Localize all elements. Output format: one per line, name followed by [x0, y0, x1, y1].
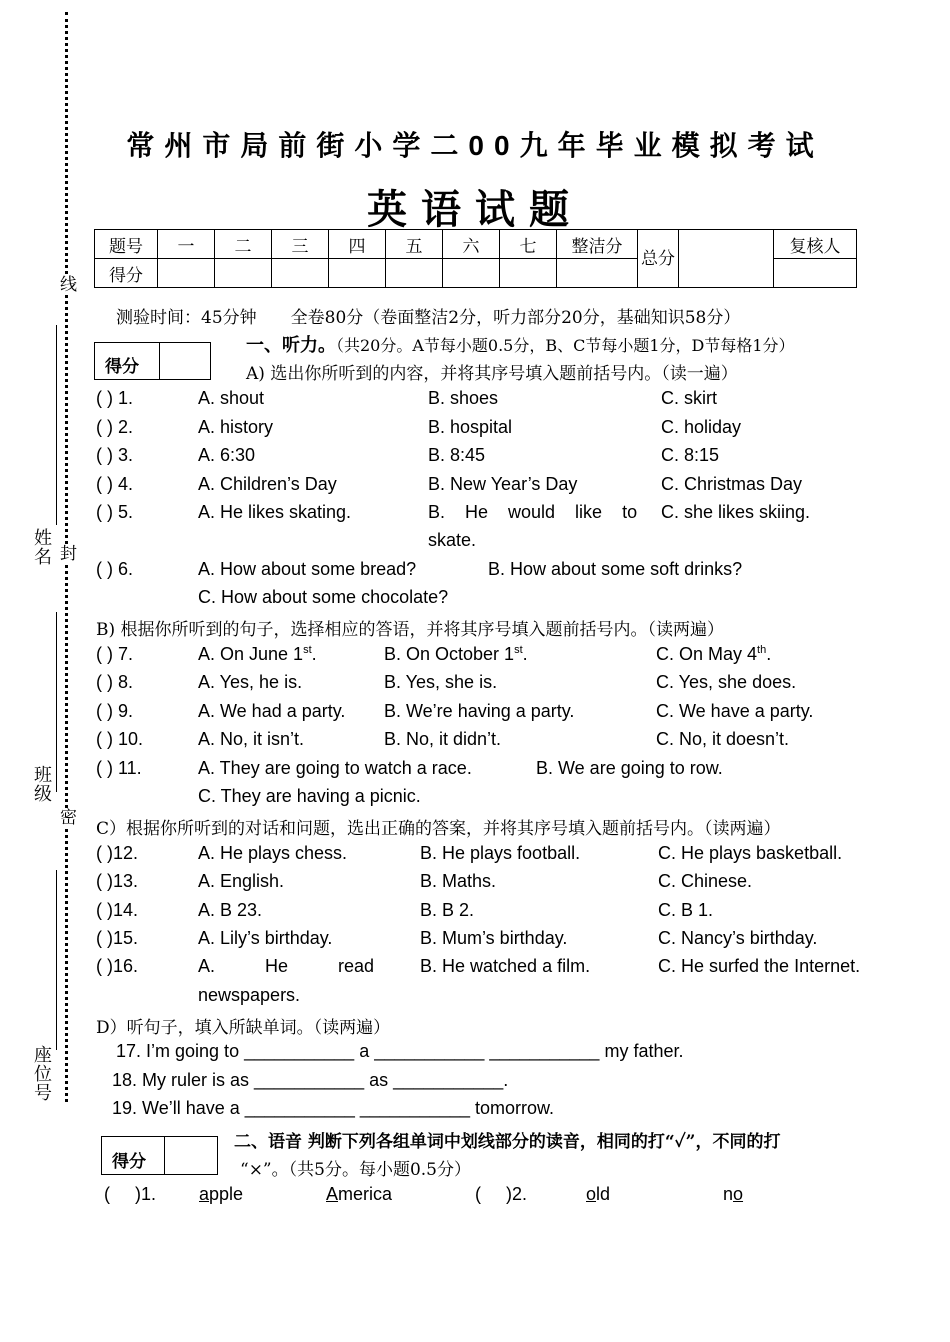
total-score-label: 总分: [638, 230, 679, 288]
score-box-section2: [101, 1136, 218, 1175]
option-a: A. He read: [198, 956, 375, 976]
option-a: A. He likes skating.: [198, 502, 352, 522]
option-a: A. English.: [198, 871, 285, 891]
section2-heading: 二、语音 判断下列各组单词中划线部分的读音，相同的打“✓”，不同的打: [234, 1132, 781, 1152]
section1-heading-line: [246, 331, 795, 357]
option-c: C. B 1.: [658, 900, 714, 920]
score-cell[interactable]: [215, 259, 272, 288]
option-a: A. They are going to watch a race.: [198, 758, 472, 778]
score-header-cell: 三: [272, 230, 329, 259]
option-c: C. skirt: [661, 388, 717, 408]
score-header-cell: 六: [443, 230, 500, 259]
question-number: ( ) 4.: [96, 474, 134, 494]
option-b: B. We are going to row.: [536, 758, 723, 778]
partB-instructions: B) 根据你所听到的句子，选择相应的答语，并将其序号填入题前括号内。（读两遍）: [96, 620, 725, 640]
option-c: C. How about some chocolate?: [198, 587, 449, 607]
score-box-label: 得分: [112, 1152, 146, 1172]
question-number: ( )13.: [96, 871, 139, 891]
option-a: A. How about some bread?: [198, 559, 417, 579]
score-cell[interactable]: [557, 259, 638, 288]
option-a: A. No, it isn’t.: [198, 729, 305, 749]
seal-char-seal: 封: [54, 544, 79, 562]
score-cell[interactable]: [329, 259, 386, 288]
section2-heading-continued: “×”。（共5分。每小题0.5分）: [240, 1160, 471, 1180]
reviewer-cell[interactable]: [774, 259, 857, 288]
option-b: B. B 2.: [420, 900, 475, 920]
class-label: 班级: [31, 765, 52, 803]
score-cell[interactable]: [158, 259, 215, 288]
exam-info-line: 测验时间：45分钟 全卷80分（卷面整洁2分，听力部分20分，基础知识58分）: [116, 308, 741, 328]
option-b: B. On October 1st.: [384, 644, 528, 664]
score-cell[interactable]: [386, 259, 443, 288]
partD-instructions: D）听句子，填入所缺单词。（读两遍）: [96, 1018, 391, 1038]
score-header-cell: 题号: [95, 230, 158, 259]
score-header-cell: 一: [158, 230, 215, 259]
option-b: B. He watched a film.: [420, 956, 591, 976]
option-a: A. He plays chess.: [198, 843, 348, 863]
fill-blank-sentence[interactable]: 18. My ruler is as ___________ as ___________.: [112, 1070, 509, 1090]
question-number: ( ) 7.: [96, 644, 134, 664]
fill-blank-sentence[interactable]: 17. I’m going to ___________ a ___________ ___________ my father.: [116, 1041, 684, 1061]
seat-label: 座位号: [31, 1045, 52, 1102]
option-a: A. 6:30: [198, 445, 256, 465]
option-c: C. Chinese.: [658, 871, 753, 891]
phonics-word: America: [326, 1184, 393, 1204]
option-a: A. On June 1st.: [198, 644, 317, 664]
option-b: B. 8:45: [428, 445, 486, 465]
option-b: B. New Year’s Day: [428, 474, 578, 494]
question-number: ( ) 10.: [96, 729, 144, 749]
option-b: B. He plays football.: [420, 843, 581, 863]
question-number: ( )14.: [96, 900, 139, 920]
section1-heading: 一、听力。: [246, 335, 336, 356]
total-score-cell[interactable]: [679, 230, 774, 288]
option-b: B. hospital: [428, 417, 513, 437]
option-c: C. No, it doesn’t.: [656, 729, 790, 749]
score-header-cell: 整洁分: [557, 230, 638, 259]
question-number: ( )15.: [96, 928, 139, 948]
question-number: ( ) 9.: [96, 701, 134, 721]
reviewer-label: 复核人: [774, 230, 857, 259]
seat-write-line: [56, 870, 57, 1050]
score-header-cell: 七: [500, 230, 557, 259]
question-number: ( ) 6.: [96, 559, 134, 579]
score-cell[interactable]: [500, 259, 557, 288]
option-b: B. He would like to: [428, 502, 638, 522]
class-write-line: [56, 612, 57, 792]
seal-char-line: 线: [54, 275, 79, 293]
option-b: B. shoes: [428, 388, 499, 408]
partA-instructions: A) 选出你所听到的内容，并将其序号填入题前括号内。（读一遍）: [246, 364, 738, 384]
option-c: C. We have a party.: [656, 701, 814, 721]
score-table: [94, 229, 857, 288]
score-row-label: 得分: [95, 259, 158, 288]
option-a: A. We had a party.: [198, 701, 346, 721]
score-header-cell: 四: [329, 230, 386, 259]
option-c: C. Yes, she does.: [656, 672, 797, 692]
option-c: C. They are having a picnic.: [198, 786, 421, 806]
option-a: A. Lily’s birthday.: [198, 928, 333, 948]
exam-subtitle: 英语试题: [367, 188, 583, 232]
question-number: ( )1.: [104, 1184, 157, 1204]
score-header-cell: 二: [215, 230, 272, 259]
option-b: B. Maths.: [420, 871, 497, 891]
option-a: A. Children’s Day: [198, 474, 337, 494]
question-number: ( )16.: [96, 956, 139, 976]
option-b: B. How about some soft drinks?: [488, 559, 743, 579]
phonics-word: apple: [199, 1184, 244, 1204]
phonics-word: old: [586, 1184, 611, 1204]
question-number: ( ) 8.: [96, 672, 134, 692]
exam-title: 常州市局前街小学二00九年毕业模拟考试: [126, 130, 824, 161]
option-a: A. shout: [198, 388, 265, 408]
option-c: C. Christmas Day: [661, 474, 803, 494]
option-c: C. she likes skiing.: [661, 502, 811, 522]
option-b: B. No, it didn’t.: [384, 729, 502, 749]
question-number: ( ) 11.: [96, 758, 142, 778]
option-b: B. We’re having a party.: [384, 701, 575, 721]
section1-note: （共20分。A节每小题0.5分，B、C节每小题1分，D节每格1分）: [336, 336, 795, 355]
partC-instructions: C）根据你所听到的对话和问题，选出正确的答案，并将其序号填入题前括号内。（读两遍）: [96, 819, 781, 839]
option-a: A. history: [198, 417, 274, 437]
score-cell[interactable]: [443, 259, 500, 288]
option-c: C. He plays basketball.: [658, 843, 843, 863]
option-a-continued: newspapers.: [198, 985, 301, 1005]
score-box-label: 得分: [105, 357, 139, 377]
name-label: 姓名: [31, 528, 52, 566]
question-number: ( )12.: [96, 843, 139, 863]
option-c: C. He surfed the Internet.: [658, 956, 861, 976]
option-c: C. holiday: [661, 417, 742, 437]
option-a: A. B 23.: [198, 900, 263, 920]
option-c: C. Nancy’s birthday.: [658, 928, 818, 948]
option-c: C. On May 4th.: [656, 644, 772, 664]
option-b: B. Yes, she is.: [384, 672, 498, 692]
score-cell[interactable]: [272, 259, 329, 288]
question-number: ( ) 1.: [96, 388, 134, 408]
option-a: A. Yes, he is.: [198, 672, 303, 692]
score-box-section1: [94, 342, 211, 380]
fill-blank-sentence[interactable]: 19. We’ll have a ___________ ___________ tomorrow.: [112, 1098, 555, 1118]
question-number: ( ) 2.: [96, 417, 134, 437]
phonics-word: no: [723, 1184, 744, 1204]
option-c: C. 8:15: [661, 445, 720, 465]
name-write-line: [56, 325, 57, 525]
option-b-continued: skate.: [428, 530, 477, 550]
question-number: ( )2.: [475, 1184, 528, 1204]
score-header-cell: 五: [386, 230, 443, 259]
option-b: B. Mum’s birthday.: [420, 928, 568, 948]
question-number: ( ) 5.: [96, 502, 134, 522]
seal-char-secret: 密: [54, 808, 79, 826]
question-number: ( ) 3.: [96, 445, 134, 465]
